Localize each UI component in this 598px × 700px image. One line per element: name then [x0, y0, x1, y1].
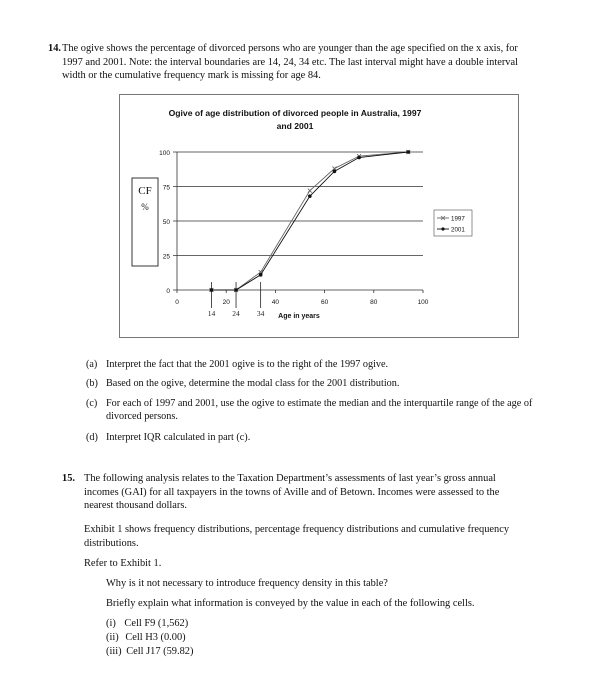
cell-label: (i): [106, 618, 116, 629]
question-number: 15.: [62, 473, 75, 484]
y-axis-label: CF: [138, 185, 152, 197]
part-label: (a): [86, 359, 98, 370]
y-tick-label: 0: [166, 288, 170, 295]
legend-label: 1997: [451, 215, 465, 223]
chart-title: Ogive of age distribution of divorced people in Australia, 1997: [168, 108, 422, 118]
x-tick-label: 0: [175, 299, 179, 306]
boundary-label: 34: [256, 309, 265, 318]
question-text: The following analysis relates to the Taxation Department’s assessments of last year’s gross annual incomes (GAI) for all taxpayers in the towns of Aville and of Betown. Incomes were assessed to the nearest thousand dollars.: [84, 473, 500, 512]
part-label: (b): [86, 378, 98, 389]
data-point-2001: [406, 150, 410, 154]
y-tick-label: 100: [159, 150, 170, 157]
part-text: Interpret the fact that the 2001 ogive is to the right of the 1997 ogive.: [106, 359, 389, 370]
ogive-chart: [119, 94, 519, 338]
refer-text: Refer to Exhibit 1.: [84, 558, 162, 569]
y-axis-unit: %: [141, 202, 149, 212]
part-label: (d): [86, 432, 98, 443]
data-point-2001: [357, 156, 361, 160]
cell-item-iii: [106, 645, 406, 659]
cell-text: Cell J17 (59.82): [126, 646, 194, 657]
part-text: Interpret IQR calculated in part (c).: [106, 432, 251, 443]
x-tick-label: 100: [417, 299, 429, 306]
briefly-text: Briefly explain what information is conveyed by the value in each of the following cells.: [106, 598, 475, 609]
part-text: Based on the ogive, determine the modal class for the 2001 distribution.: [106, 378, 400, 389]
y-tick-label: 75: [162, 184, 170, 192]
chart-title: and 2001: [276, 121, 314, 131]
y-tick-label: 25: [162, 253, 170, 261]
ogive-chart-svg: [119, 94, 519, 338]
x-tick-label: 60: [320, 299, 329, 306]
y-tick-label: 50: [162, 219, 170, 226]
x-tick-label: 40: [271, 299, 280, 306]
question-number: 14.: [48, 43, 61, 54]
data-point-2001: [259, 273, 263, 277]
cell-label: (iii): [106, 646, 122, 657]
question-text: The ogive shows the percentage of divorced persons who are younger than the age specified on the x axis, for 1997 and 2001. Note: the interval boundaries are 14, 24, 34 etc. The last interval might have a double interval width or the cumulative frequency mark is missing for age 84.: [62, 43, 519, 82]
cell-text: Cell F9 (1,562): [124, 618, 189, 629]
data-point-2001: [234, 288, 238, 292]
cell-item-i: [106, 617, 406, 631]
cell-item-ii: [106, 631, 406, 645]
boundary-label: 24: [232, 309, 240, 318]
data-point-2001: [308, 194, 312, 198]
why-text: Why is it not necessary to introduce frequency density in this table?: [106, 578, 388, 589]
legend-marker: [441, 227, 444, 230]
part-label: (c): [86, 398, 98, 409]
question-15: [62, 472, 514, 513]
x-tick-label: 20: [222, 299, 230, 306]
exhibit-text: Exhibit 1 shows frequency distributions, percentage frequency distributions and cumulative frequency distributions.: [84, 524, 510, 549]
x-tick-label: 80: [370, 299, 378, 306]
x-axis-label: Age in years: [278, 313, 320, 320]
data-point-2001: [333, 170, 337, 174]
cell-label: (ii): [106, 632, 119, 643]
legend-label: 2001: [451, 226, 465, 234]
boundary-label: 14: [207, 309, 216, 318]
part-text: For each of 1997 and 2001, use the ogive to estimate the median and the interquartile range of the age of divorced persons.: [106, 398, 533, 423]
question-14: [48, 42, 532, 83]
cell-text: Cell H3 (0.00): [125, 632, 186, 643]
data-point-2001: [210, 288, 214, 292]
